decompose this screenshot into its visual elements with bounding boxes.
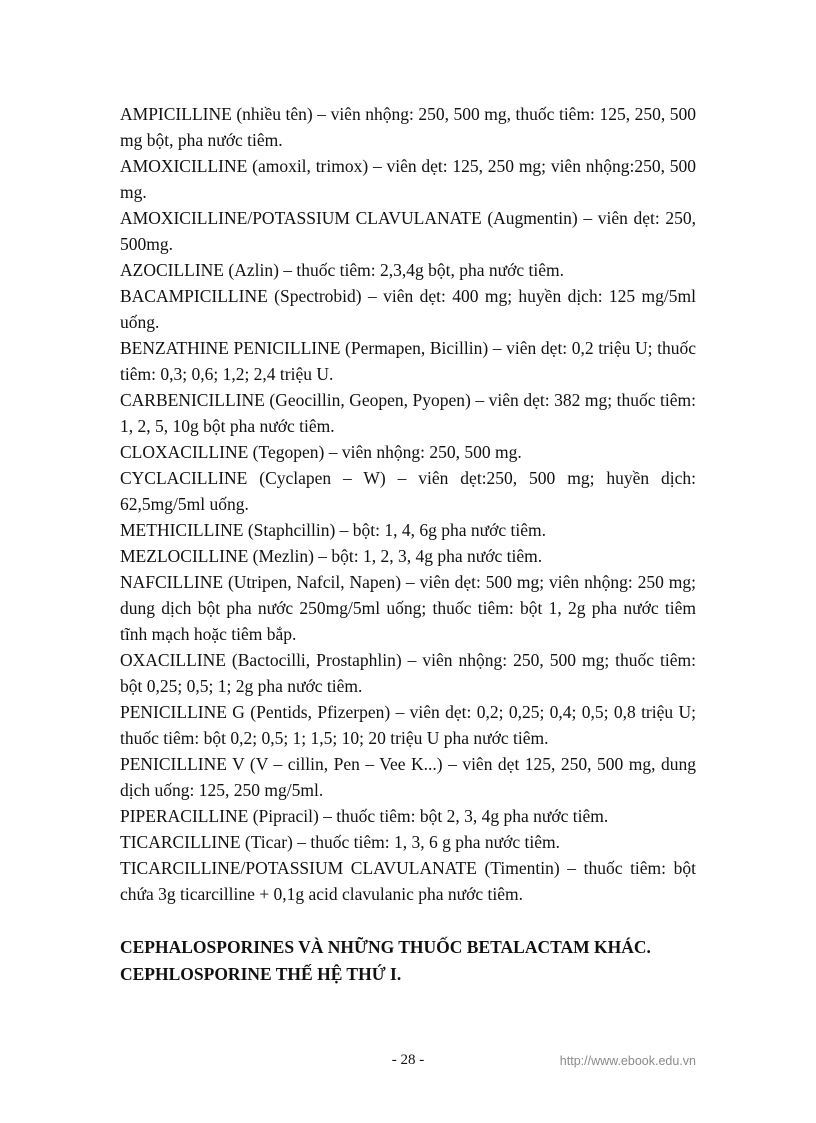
drug-entry-mezlocilline: MEZLOCILLINE (Mezlin) – bột: 1, 2, 3, 4g pha nước tiêm. (120, 546, 543, 566)
drug-entry-amoxicilline: AMOXICILLINE (amoxil, trimox) – viên dẹt: 125, 250 mg; viên nhộng:250, 500 mg. (120, 156, 696, 202)
drug-entry-penicilline-v: PENICILLINE V (V – cillin, Pen – Vee K...) – viên dẹt 125, 250, 500 mg, dung dịch uống: 125, 250 mg/5ml. (120, 754, 696, 800)
page-number: - 28 - (391, 1052, 425, 1068)
drug-entry-ampicilline: AMPICILLINE (nhiều tên) – viên nhộng: 250, 500 mg, thuốc tiêm: 125, 250, 500 mg bột, pha nước tiêm. (120, 104, 696, 150)
drug-entry-bacampicilline: BACAMPICILLINE (Spectrobid) – viên dẹt: 400 mg; huyền dịch: 125 mg/5ml uống. (120, 286, 696, 332)
drug-entry-piperacilline: PIPERACILLINE (Pipracil) – thuốc tiêm: bột 2, 3, 4g pha nước tiêm. (120, 806, 609, 826)
drug-entry-cyclacilline: CYCLACILLINE (Cyclapen – W) – viên dẹt:250, 500 mg; huyền dịch: 62,5mg/5ml uống. (120, 468, 696, 514)
drug-entry-ticarcilline-clavulanate: TICARCILLINE/POTASSIUM CLAVULANATE (Timentin) – thuốc tiêm: bột chứa 3g ticarcilline + 0,1g acid clavulanic pha nước tiêm. (120, 858, 696, 904)
drug-entry-benzathine-penicilline: BENZATHINE PENICILLINE (Permapen, Bicillin) – viên dẹt: 0,2 triệu U; thuốc tiêm: 0,3; 0,6; 1,2; 2,4 triệu U. (120, 338, 696, 384)
drug-entry-cloxacilline: CLOXACILLINE (Tegopen) – viên nhộng: 250, 500 mg. (120, 442, 522, 462)
drug-entry-azocilline: AZOCILLINE (Azlin) – thuốc tiêm: 2,3,4g bột, pha nước tiêm. (120, 260, 564, 280)
section-heading-line-2: CEPHLOSPORINE THẾ HỆ THỨ I. (120, 964, 402, 984)
section-heading (120, 934, 696, 988)
drug-entry-amoxicilline-clavulanate: AMOXICILLINE/POTASSIUM CLAVULANATE (Augmentin) – viên dẹt: 250, 500mg. (120, 208, 696, 254)
source-url: http://www.ebook.edu.vn (559, 1054, 696, 1068)
drug-list (120, 101, 696, 907)
drug-entry-methicilline: METHICILLINE (Staphcillin) – bột: 1, 4, 6g pha nước tiêm. (120, 520, 547, 540)
drug-entry-nafcilline: NAFCILLINE (Utripen, Nafcil, Napen) – viên dẹt: 500 mg; viên nhộng: 250 mg; dung dịch bột pha nước 250mg/5ml uống; thuốc tiêm: bột 1, 2g pha nước tiêm tĩnh mạch hoặc tiêm bắp. (120, 572, 696, 644)
drug-entry-oxacilline: OXACILLINE (Bactocilli, Prostaphlin) – viên nhộng: 250, 500 mg; thuốc tiêm: bột 0,25; 0,5; 1; 2g pha nước tiêm. (120, 650, 696, 696)
drug-entry-ticarcilline: TICARCILLINE (Ticar) – thuốc tiêm: 1, 3, 6 g pha nước tiêm. (120, 832, 560, 852)
section-heading-line-1: CEPHALOSPORINES VÀ NHỮNG THUỐC BETALACTAM KHÁC. (120, 937, 651, 957)
drug-entry-carbenicilline: CARBENICILLINE (Geocillin, Geopen, Pyopen) – viên dẹt: 382 mg; thuốc tiêm: 1, 2, 5, 10g bột pha nước tiêm. (120, 390, 696, 436)
drug-entry-penicilline-g: PENICILLINE G (Pentids, Pfizerpen) – viên dẹt: 0,2; 0,25; 0,4; 0,5; 0,8 triệu U; thuốc tiêm: bột 0,2; 0,5; 1; 1,5; 10; 20 triệu U pha nước tiêm. (120, 702, 696, 748)
